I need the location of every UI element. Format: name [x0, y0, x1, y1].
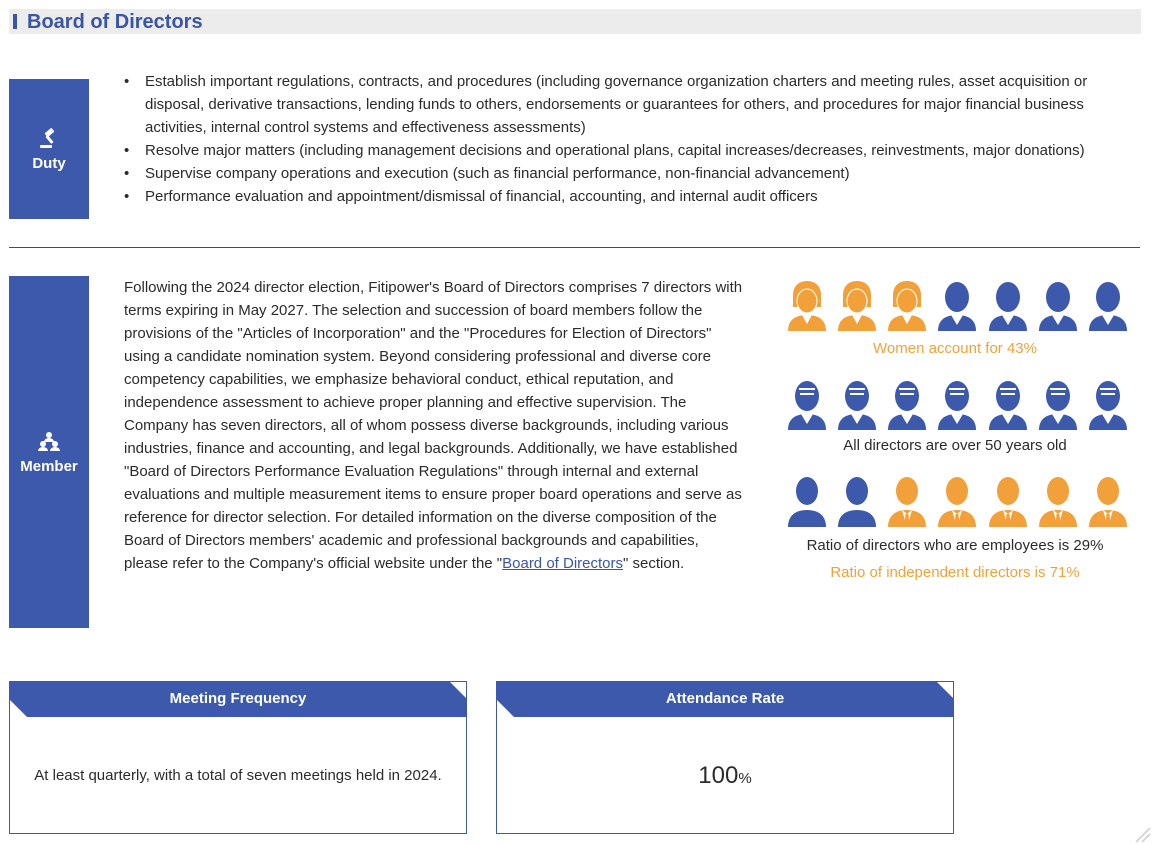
- attendance-rate-value: 100: [698, 761, 739, 789]
- age-caption: All directors are over 50 years old: [843, 437, 1067, 454]
- member-text-before: Following the 2024 director election, Fitipower's Board of Directors comprises 7 directors with terms expiring in May 2027. The selection and succession of board members follow the provisions of the "Articles of Incorporation" and the "Procedures for Election of Directors" using a candidate nomination system. Beyond considering professional and diverse core competency capabilities, we emphasize behavioral conduct, ethical reputation, and independence assessment to achieve proper planning and effective supervision. The Company has seven directors, all of whom possess diverse backgrounds, including various industries, finance and accounting, and legal backgrounds. Additionally, we have established "Board of Directors Performance Evaluation Regulations" through internal and external evaluations and multiple measurement items to ensure proper board operations and serve as reference for director selection. For detailed information on the diverse composition of the Board of Directors members' academic and professional backgrounds and capabilities, please refer to the Company's official website under the ": [124, 279, 743, 572]
- independent-director-icon: [986, 473, 1030, 527]
- card-body: [497, 718, 953, 833]
- man-icon: [935, 277, 979, 331]
- section-header: [9, 9, 1141, 34]
- elder-icon: [1036, 376, 1080, 430]
- duty-label: Duty: [32, 154, 66, 172]
- elder-icon: [935, 376, 979, 430]
- duty-item: • Resolve major matters (including management decisions and operational plans, capital increases/decreases, reinvestments, major donations): [124, 139, 1129, 162]
- employees-caption: Ratio of directors who are employees is 29%: [806, 537, 1104, 554]
- woman-icon: [785, 277, 829, 331]
- duty-label-box: [9, 79, 89, 219]
- page-title: Board of Directors: [27, 11, 203, 33]
- attendance-rate-card: [496, 681, 954, 834]
- header-accent-bar: [13, 14, 17, 29]
- elder-icon: [986, 376, 1030, 430]
- independent-director-icon: [935, 473, 979, 527]
- member-text-after: " section.: [623, 555, 685, 572]
- duty-list: [124, 70, 1129, 208]
- duty-item: • Establish important regulations, contracts, and procedures (including governance organization charters and meeting rules, asset acquisition or disposal, derivative transactions, lending funds to others, endorsements or guarantees for others, and procedures for major financial business activities, internal control systems and effectiveness assessments): [124, 70, 1129, 139]
- gavel-icon: [37, 127, 61, 151]
- independent-director-icon: [885, 473, 929, 527]
- man-icon: [986, 277, 1030, 331]
- meeting-frequency-title: Meeting Frequency: [169, 690, 307, 707]
- meeting-frequency-text: At least quarterly, with a total of seven meetings held in 2024.: [34, 766, 442, 784]
- attendance-rate-unit: %: [738, 769, 752, 787]
- independent-director-icon: [1086, 473, 1130, 527]
- woman-icon: [835, 277, 879, 331]
- employee-director-icon: [835, 473, 879, 527]
- attendance-rate-value-wrap: [698, 762, 751, 790]
- elder-icon: [1086, 376, 1130, 430]
- card-header: [496, 681, 954, 717]
- member-description: [124, 276, 744, 575]
- section-divider: [9, 247, 1140, 248]
- card-body: [10, 718, 466, 833]
- elder-icon: [785, 376, 829, 430]
- woman-icon: [885, 277, 929, 331]
- duty-item: • Supervise company operations and execution (such as financial performance, non-financial advancement): [124, 162, 1129, 185]
- board-of-directors-link[interactable]: Board of Directors: [502, 555, 624, 572]
- independence-icon-row: [785, 473, 1130, 527]
- resize-corner-icon: [1132, 824, 1152, 844]
- member-label-box: [9, 276, 89, 628]
- people-icon: [37, 430, 61, 454]
- attendance-rate-title: Attendance Rate: [665, 690, 785, 707]
- independent-caption: Ratio of independent directors is 71%: [830, 564, 1080, 581]
- independent-director-icon: [1036, 473, 1080, 527]
- man-icon: [1036, 277, 1080, 331]
- member-label: Member: [20, 457, 78, 475]
- card-header: [9, 681, 467, 717]
- elder-icon: [835, 376, 879, 430]
- gender-icon-row: [785, 277, 1130, 331]
- women-caption: Women account for 43%: [873, 340, 1037, 357]
- meeting-frequency-card: [9, 681, 467, 834]
- man-icon: [1086, 277, 1130, 331]
- duty-item: • Performance evaluation and appointment/dismissal of financial, accounting, and internal audit officers: [124, 185, 1129, 208]
- age-icon-row: [785, 376, 1130, 430]
- elder-icon: [885, 376, 929, 430]
- employee-director-icon: [785, 473, 829, 527]
